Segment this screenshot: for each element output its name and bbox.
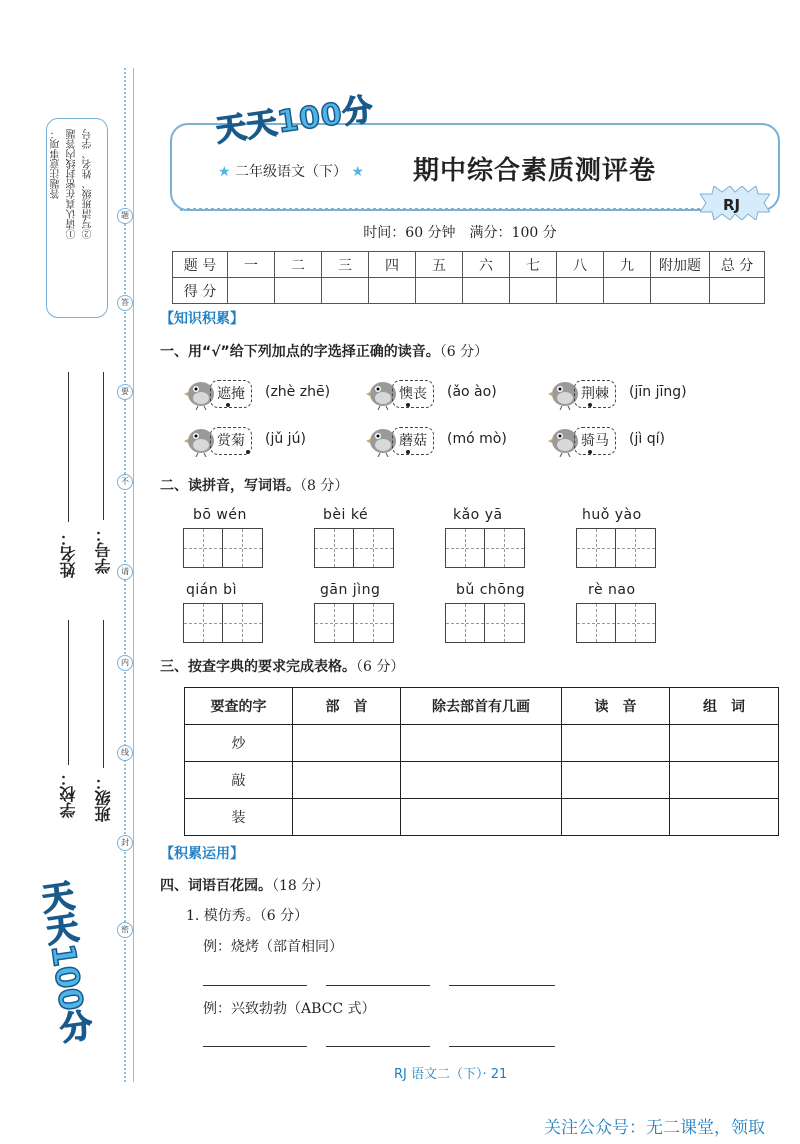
example-1: 例：烧烤（部首相同） [203, 939, 343, 955]
word-box: 赏菊 [210, 427, 252, 455]
pinyin-options[interactable]: (mó mò) [447, 431, 507, 447]
binding-line [133, 68, 134, 1082]
pinyin-prompt: bǔ chōng [456, 582, 526, 598]
seal-char: 要 [117, 384, 133, 400]
class-label: 班级： [94, 774, 113, 822]
question-1-points: （6 分） [439, 344, 489, 360]
score-cell[interactable] [416, 278, 463, 304]
notice-title: 答题注意事项： [51, 129, 62, 199]
writing-grid[interactable] [576, 528, 656, 568]
school-label: 学校： [59, 770, 78, 818]
grade-label [218, 161, 364, 181]
grade-text: 二年级语文（下） [235, 164, 348, 180]
section-knowledge: 【知识积累】 [160, 311, 244, 327]
score-header-cell: 附加题 [651, 252, 710, 278]
student-no-label: 学号： [94, 526, 113, 574]
dict-cell[interactable] [401, 762, 562, 799]
answer-line[interactable] [326, 1046, 430, 1047]
emphasis-dot [226, 403, 230, 407]
writing-grid[interactable] [576, 603, 656, 643]
question-3-title [160, 656, 404, 676]
score-table [172, 251, 765, 304]
section-application: 【积累运用】 [160, 846, 244, 862]
pinyin-prompt: bèi ké [323, 507, 369, 523]
word-box: 荆棘 [574, 380, 616, 408]
question-2-title [160, 475, 348, 495]
pinyin-options[interactable]: (jǔ jú) [265, 431, 306, 447]
notice-line: ②写清班级、姓名、学号 [83, 129, 94, 239]
example-2: 例：兴致勃勃（ABCC 式） [203, 1001, 376, 1017]
answer-line[interactable] [449, 985, 555, 986]
dict-char: 炒 [185, 725, 293, 762]
dotted-divider [180, 208, 700, 211]
sub-question-1: 1. 模仿秀。（6 分） [186, 908, 309, 924]
dict-cell[interactable] [562, 762, 670, 799]
school-line[interactable] [68, 620, 69, 765]
score-cell[interactable] [651, 278, 710, 304]
notice-box [46, 118, 108, 318]
score-cell[interactable] [275, 278, 322, 304]
seal-char: 请 [117, 564, 133, 580]
seal-char: 线 [117, 745, 133, 761]
watermark: 关注公众号：无二课堂，领取 [544, 1118, 765, 1138]
logo-vertical: 天天100分 [34, 878, 96, 1045]
question-4-title [160, 875, 329, 895]
score-header-cell: 题 号 [173, 252, 228, 278]
score-cell[interactable] [228, 278, 275, 304]
dict-header: 读 音 [562, 688, 670, 725]
score-header-cell: 九 [604, 252, 651, 278]
pinyin-options[interactable]: (jì qí) [629, 431, 665, 447]
pinyin-prompt: bō wén [193, 507, 247, 523]
notice-line: ①请认真在密封线内答题 [67, 129, 78, 239]
pinyin-prompt: qián bì [186, 582, 237, 598]
question-4-text: 四、词语百花园。 [160, 878, 272, 894]
question-2-points: （8 分） [300, 478, 349, 494]
dict-cell[interactable] [293, 762, 401, 799]
dict-char: 敲 [185, 762, 293, 799]
page-footer: RJ 语文二（下）· 21 [394, 1067, 508, 1082]
dict-cell[interactable] [293, 725, 401, 762]
score-header-cell: 三 [322, 252, 369, 278]
star-icon: ★ [351, 164, 365, 180]
dict-header: 部 首 [293, 688, 401, 725]
seal-char: 题 [117, 208, 133, 224]
seal-char: 答 [117, 295, 133, 311]
pinyin-prompt: gān jìng [320, 582, 381, 598]
dict-header: 组 词 [670, 688, 779, 725]
score-header-cell: 五 [416, 252, 463, 278]
score-cell[interactable] [510, 278, 557, 304]
score-cell[interactable] [604, 278, 651, 304]
score-header-cell: 总 分 [710, 252, 765, 278]
writing-grid[interactable] [183, 528, 263, 568]
dict-char: 装 [185, 799, 293, 836]
writing-grid[interactable] [314, 528, 394, 568]
question-1-title [160, 341, 488, 361]
writing-grid[interactable] [445, 603, 525, 643]
writing-grid[interactable] [445, 528, 525, 568]
emphasis-dot [246, 450, 250, 454]
question-3-text: 三、按查字典的要求完成表格。 [160, 659, 356, 675]
word-box: 骑马 [574, 427, 616, 455]
score-header-cell: 二 [275, 252, 322, 278]
dictionary-table [184, 687, 779, 836]
word-box: 懊丧 [392, 380, 434, 408]
pinyin-options[interactable]: (jīn jīng) [629, 384, 687, 400]
score-row-label: 得 分 [173, 278, 228, 304]
emphasis-dot [406, 450, 410, 454]
answer-line[interactable] [203, 1046, 307, 1047]
badge-label: RJ [723, 196, 741, 214]
score-cell[interactable] [557, 278, 604, 304]
question-3-points: （6 分） [356, 659, 405, 675]
score-header-cell: 八 [557, 252, 604, 278]
seal-char: 内 [117, 655, 133, 671]
word-box: 蘑菇 [392, 427, 434, 455]
score-header-cell: 七 [510, 252, 557, 278]
dict-cell[interactable] [401, 725, 562, 762]
logo: 天天100分 [213, 92, 376, 149]
dict-cell[interactable] [401, 799, 562, 836]
emphasis-dot [588, 450, 592, 454]
pinyin-prompt: rè nao [588, 582, 636, 598]
seal-char: 封 [117, 835, 133, 851]
dict-cell[interactable] [562, 799, 670, 836]
time-info: 时间：60 分钟 满分：100 分 [363, 225, 557, 241]
question-2-text: 二、读拼音，写词语。 [160, 478, 300, 494]
dict-cell[interactable] [670, 725, 779, 762]
question-1-text: 一、用“√”给下列加点的字选择正确的读音。 [160, 344, 440, 360]
dict-header: 除去部首有几画 [401, 688, 562, 725]
pinyin-options[interactable]: (zhè zhē) [265, 384, 331, 400]
score-cell[interactable] [463, 278, 510, 304]
writing-grid[interactable] [314, 603, 394, 643]
dict-cell[interactable] [562, 725, 670, 762]
name-line[interactable] [68, 372, 69, 522]
score-cell[interactable] [369, 278, 416, 304]
score-cell[interactable] [710, 278, 765, 304]
seal-char: 密 [117, 922, 133, 938]
pinyin-prompt: kǎo yā [453, 507, 503, 523]
dict-cell[interactable] [293, 799, 401, 836]
name-label: 姓名： [59, 530, 78, 578]
answer-line[interactable] [326, 985, 430, 986]
answer-line[interactable] [449, 1046, 555, 1047]
class-line[interactable] [103, 620, 104, 768]
pinyin-prompt: huǒ yào [582, 507, 642, 523]
dict-cell[interactable] [670, 762, 779, 799]
emphasis-dot [588, 403, 592, 407]
score-cell[interactable] [322, 278, 369, 304]
score-header-cell: 六 [463, 252, 510, 278]
writing-grid[interactable] [183, 603, 263, 643]
dict-cell[interactable] [670, 799, 779, 836]
score-header-cell: 四 [369, 252, 416, 278]
dict-header: 要查的字 [185, 688, 293, 725]
score-header-cell: 一 [228, 252, 275, 278]
question-4-points: （18 分） [272, 878, 330, 894]
emphasis-dot [406, 403, 410, 407]
pinyin-options[interactable]: (ǎo ào) [447, 384, 497, 400]
star-icon: ★ [218, 164, 231, 180]
word-box: 遮掩 [210, 380, 252, 408]
answer-line[interactable] [203, 985, 307, 986]
page-title: 期中综合素质测评卷 [413, 156, 657, 186]
seal-char: 不 [117, 474, 133, 490]
student-no-line[interactable] [103, 372, 104, 520]
